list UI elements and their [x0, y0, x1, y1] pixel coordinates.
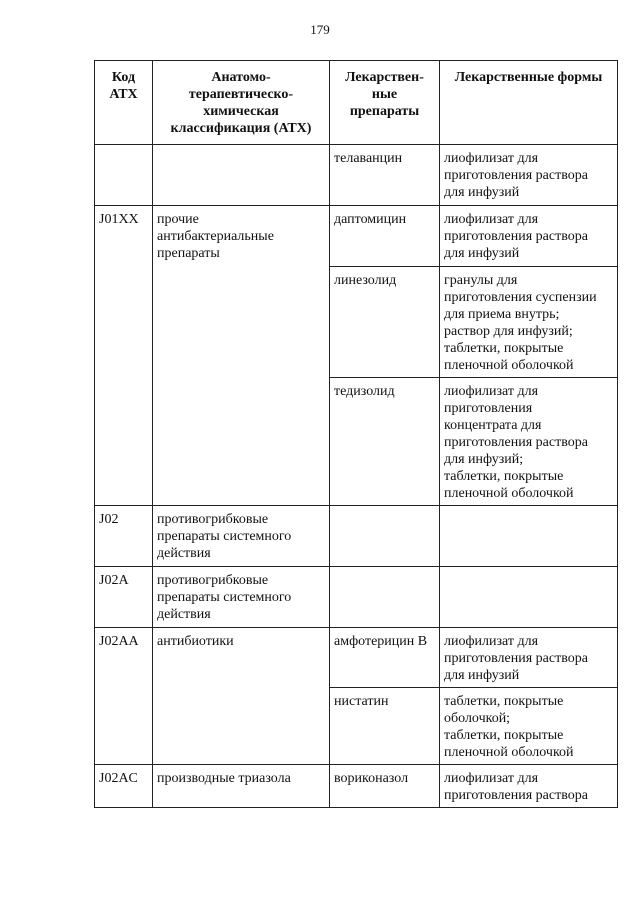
table-row [95, 688, 618, 765]
page-number: 179 [310, 22, 330, 37]
table-row [95, 765, 618, 808]
cell-code: J02 [95, 505, 153, 566]
cell-drug: тедизолид [330, 377, 440, 505]
cell-classification [153, 145, 330, 206]
cell-classification: антибиотики [153, 627, 330, 688]
table-row [95, 377, 618, 505]
header-classification: Анатомо- терапевтическо- химическая классификация (АТХ) [153, 61, 330, 145]
cell-drug [330, 505, 440, 566]
cell-drug [330, 566, 440, 627]
cell-code [95, 266, 153, 377]
cell-drug: линезолид [330, 266, 440, 377]
cell-forms: гранулы для приготовления суспензии для приема внутрь; раствор для инфузий; таблетки, покрытые пленочной оболочкой [440, 266, 618, 377]
cell-drug: даптомицин [330, 206, 440, 267]
cell-code: J01XX [95, 206, 153, 267]
header-drug: Лекарствен- ные препараты [330, 61, 440, 145]
cell-forms: лиофилизат для приготовления раствора для инфузий [440, 627, 618, 688]
header-forms: Лекарственные формы [440, 61, 618, 145]
cell-code [95, 145, 153, 206]
header-code: Код АТХ [95, 61, 153, 145]
cell-forms [440, 505, 618, 566]
table-row [95, 505, 618, 566]
cell-code: J02AA [95, 627, 153, 688]
cell-classification [153, 377, 330, 505]
table-header-row [95, 61, 618, 145]
table-row [95, 206, 618, 267]
cell-drug: телаванцин [330, 145, 440, 206]
cell-code [95, 377, 153, 505]
cell-classification [153, 688, 330, 765]
cell-classification: производные триазола [153, 765, 330, 808]
cell-classification: противогрибковые препараты системного действия [153, 505, 330, 566]
cell-code: J02AC [95, 765, 153, 808]
cell-forms [440, 566, 618, 627]
cell-code: J02A [95, 566, 153, 627]
cell-forms: таблетки, покрытые оболочкой; таблетки, покрытые пленочной оболочкой [440, 688, 618, 765]
cell-forms: лиофилизат для приготовления концентрата для приготовления раствора для инфузий; таблетки, покрытые пленочной оболочкой [440, 377, 618, 505]
cell-code [95, 688, 153, 765]
cell-forms: лиофилизат для приготовления раствора для инфузий [440, 206, 618, 267]
cell-drug: вориконазол [330, 765, 440, 808]
table-row [95, 566, 618, 627]
cell-drug: нистатин [330, 688, 440, 765]
table-row [95, 145, 618, 206]
cell-classification [153, 266, 330, 377]
atx-table [94, 60, 618, 808]
cell-forms: лиофилизат для приготовления раствора для инфузий [440, 145, 618, 206]
table-row [95, 266, 618, 377]
cell-forms: лиофилизат для приготовления раствора [440, 765, 618, 808]
cell-classification: прочие антибактериальные препараты [153, 206, 330, 267]
table-row [95, 627, 618, 688]
cell-classification: противогрибковые препараты системного действия [153, 566, 330, 627]
cell-drug: амфотерицин В [330, 627, 440, 688]
